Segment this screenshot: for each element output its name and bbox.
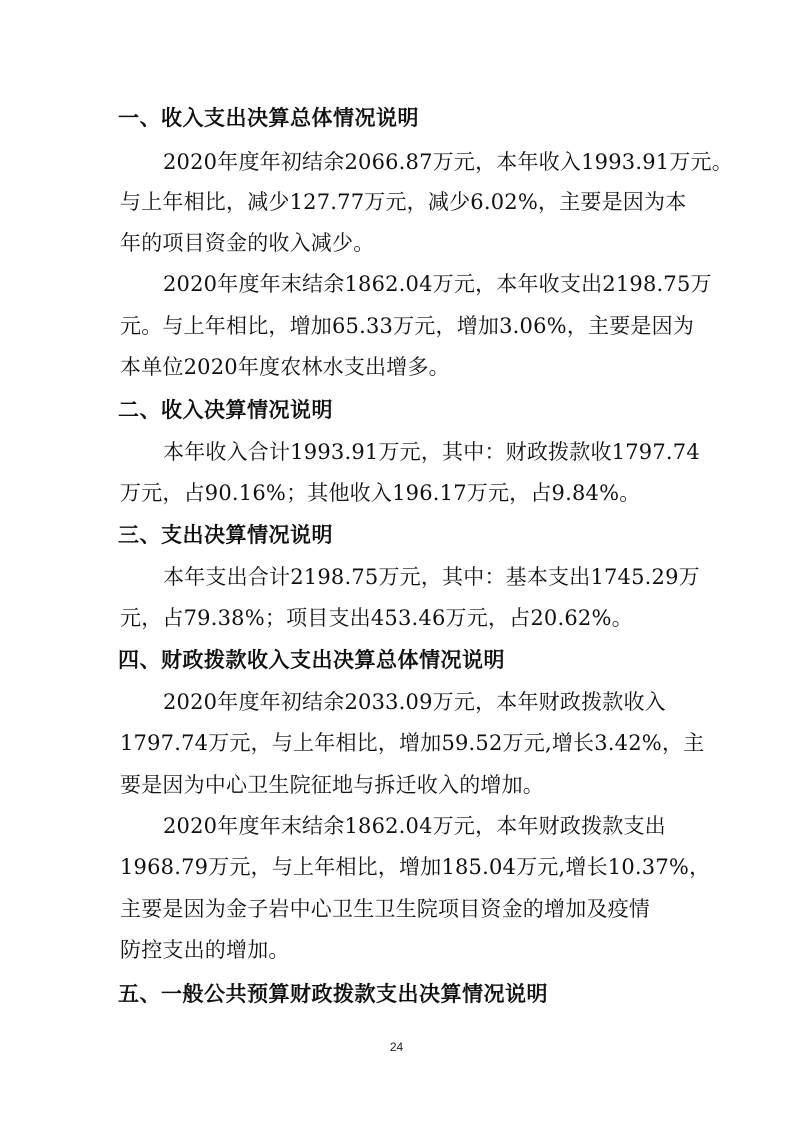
paragraph-line: 2020年度年末结余1862.04万元，本年财政拨款支出: [163, 814, 666, 838]
section-heading-3: 三、支出决算情况说明: [118, 523, 333, 547]
paragraph-line: 元。与上年相比，增加65.33万元，增加3.06%，主要是因为: [120, 314, 695, 338]
section-heading-4: 四、财政拨款收入支出决算总体情况说明: [118, 648, 505, 672]
paragraph-line: 2020年度年初结余2066.87万元，本年收入1993.91万元。: [163, 150, 733, 174]
section-heading-5: 五、一般公共预算财政拨款支出决算情况说明: [118, 982, 548, 1006]
section-heading-2: 二、收入决算情况说明: [118, 398, 333, 422]
paragraph-line: 元，占79.38%；项目支出453.46万元，占20.62%。: [120, 606, 633, 630]
section-heading-1: 一、收入支出决算总体情况说明: [118, 106, 419, 130]
paragraph-line: 要是因为中心卫生院征地与拆迁收入的增加。: [120, 773, 544, 797]
paragraph-line: 与上年相比，减少127.77万元，减少6.02%，主要是因为本: [120, 190, 687, 214]
paragraph-line: 2020年度年初结余2033.09万元，本年财政拨款收入: [163, 690, 666, 714]
paragraph-line: 本年支出合计2198.75万元，其中：基本支出1745.29万: [163, 565, 700, 589]
paragraph-line: 本单位2020年度农林水支出增多。: [120, 355, 450, 379]
paragraph-line: 本年收入合计1993.91万元，其中：财政拨款收1797.74: [163, 440, 700, 464]
paragraph-line: 年的项目资金的收入减少。: [120, 231, 375, 255]
paragraph-line: 主要是因为金子岩中心卫生卫生院项目资金的增加及疫情: [120, 897, 650, 921]
paragraph-line: 1968.79万元，与上年相比，增加185.04万元,增长10.37%，: [120, 855, 711, 879]
paragraph-line: 防控支出的增加。: [120, 938, 290, 962]
page-number: 24: [389, 1040, 404, 1054]
paragraph-line: 1797.74万元，与上年相比，增加59.52万元,增长3.42%，主: [120, 731, 705, 755]
paragraph-line: 2020年度年末结余1862.04万元，本年收支出2198.75万: [163, 272, 712, 296]
paragraph-line: 万元，占90.16%；其他收入196.17万元，占9.84%。: [120, 481, 641, 505]
